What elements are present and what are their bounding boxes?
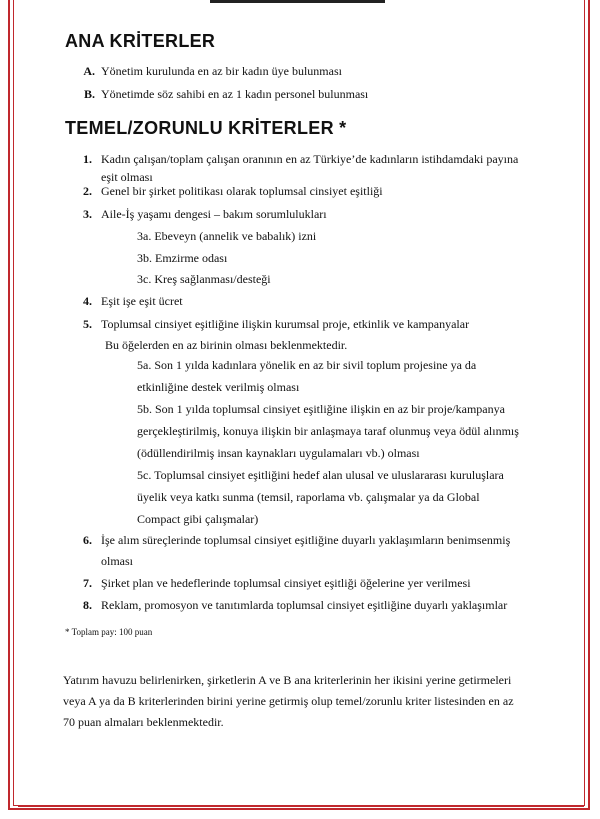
criterion-marker: B. [83, 87, 95, 101]
footnote: * Toplam pay: 100 puan [65, 627, 153, 637]
criterion-marker: A. [83, 64, 95, 78]
sub-criterion-3b: 3b. Emzirme odası [137, 251, 228, 265]
criterion-text: Şirket plan ve hedeflerinde toplumsal cinsiyet eşitliği öğelerine yer verilmesi [101, 576, 471, 590]
criterion-text-line2: eşit olması [101, 170, 153, 184]
section-a-title: ANA KRİTERLER [65, 31, 216, 51]
criterion-text: Eşit işe eşit ücret [101, 294, 183, 308]
sub-line: üyelik veya katkı sunma (temsil, raporlama vb. çalışmalar ya da Global [137, 490, 480, 504]
criterion-text: Yönetim kurulunda en az bir kadın üye bulunması [101, 64, 342, 78]
criterion-text: Aile-İş yaşamı dengesi – bakım sorumlulukları [101, 207, 327, 221]
sub-criterion-5a [137, 356, 536, 396]
criterion-text: Genel bir şirket politikası olarak toplumsal cinsiyet eşitliği [101, 184, 383, 198]
closing-line: 70 puan almaları beklenmektedir. [63, 715, 224, 729]
sub-line: 5b. Son 1 yılda toplumsal cinsiyet eşitliğine ilişkin en az bir proje/kampanya [137, 402, 505, 416]
criterion-5-note: Bu öğelerden en az birinin olması beklenmektedir. [105, 338, 348, 352]
sub-criterion-3c: 3c. Kreş sağlanması/desteği [137, 272, 271, 286]
criterion-marker: 2. [83, 184, 92, 198]
criterion-text-line2: olması [101, 554, 133, 568]
sub-line: etkinliğine destek verilmiş olması [137, 380, 300, 394]
criterion-marker: 4. [83, 294, 92, 308]
criterion-marker: 5. [83, 317, 92, 331]
sub-line: gerçekleştirilmiş, konuya ilişkin bir anlaşmaya taraf olunmuş veya ödül alınmış [137, 424, 519, 438]
sub-line: 5a. Son 1 yılda kadınlara yönelik en az bir sivil toplum projesine ya da [137, 358, 477, 372]
criterion-marker: 1. [83, 152, 92, 166]
criterion-marker: 7. [83, 576, 92, 590]
criterion-text-line1: İşe alım süreçlerinde toplumsal cinsiyet eşitliğine duyarlı yaklaşımların benimsenmiş [101, 533, 511, 547]
sub-line: 5c. Toplumsal cinsiyet eşitliğini hedef alan ulusal ve uluslararası kuruluşlara [137, 468, 504, 482]
criterion-marker: 6. [83, 533, 92, 547]
criterion-marker: 3. [83, 207, 92, 221]
criterion-marker: 8. [83, 598, 92, 612]
criterion-text: Toplumsal cinsiyet eşitliğine ilişkin kurumsal proje, etkinlik ve kampanyalar [101, 317, 470, 331]
section-b-title: TEMEL/ZORUNLU KRİTERLER * [65, 118, 347, 138]
sub-criterion-5b [137, 400, 536, 462]
sub-line: Compact gibi çalışmalar) [137, 512, 259, 526]
closing-paragraph [63, 670, 556, 733]
criterion-text: Reklam, promosyon ve tanıtımlarda toplumsal cinsiyet eşitliğine duyarlı yaklaşımlar [101, 598, 508, 612]
criterion-text: Yönetimde söz sahibi en az 1 kadın personel bulunması [101, 87, 369, 101]
criterion-text-line1: Kadın çalışan/toplam çalışan oranının en az Türkiye’de kadınların istihdamdaki payına [101, 152, 519, 166]
closing-line: Yatırım havuzu belirlenirken, şirketlerin A ve B ana kriterlerinin her ikisini yerine getirmeleri [63, 673, 512, 687]
closing-line: veya A ya da B kriterlerinden birini yerine getirmiş olup temel/zorunlu kriter listesinden en az [63, 694, 514, 708]
sub-criterion-5c [137, 466, 536, 528]
sub-line: (ödüllendirilmiş insan kaynakları uygulamaları vb.) olması [137, 446, 420, 460]
sub-criterion-3a: 3a. Ebeveyn (annelik ve babalık) izni [137, 229, 317, 243]
